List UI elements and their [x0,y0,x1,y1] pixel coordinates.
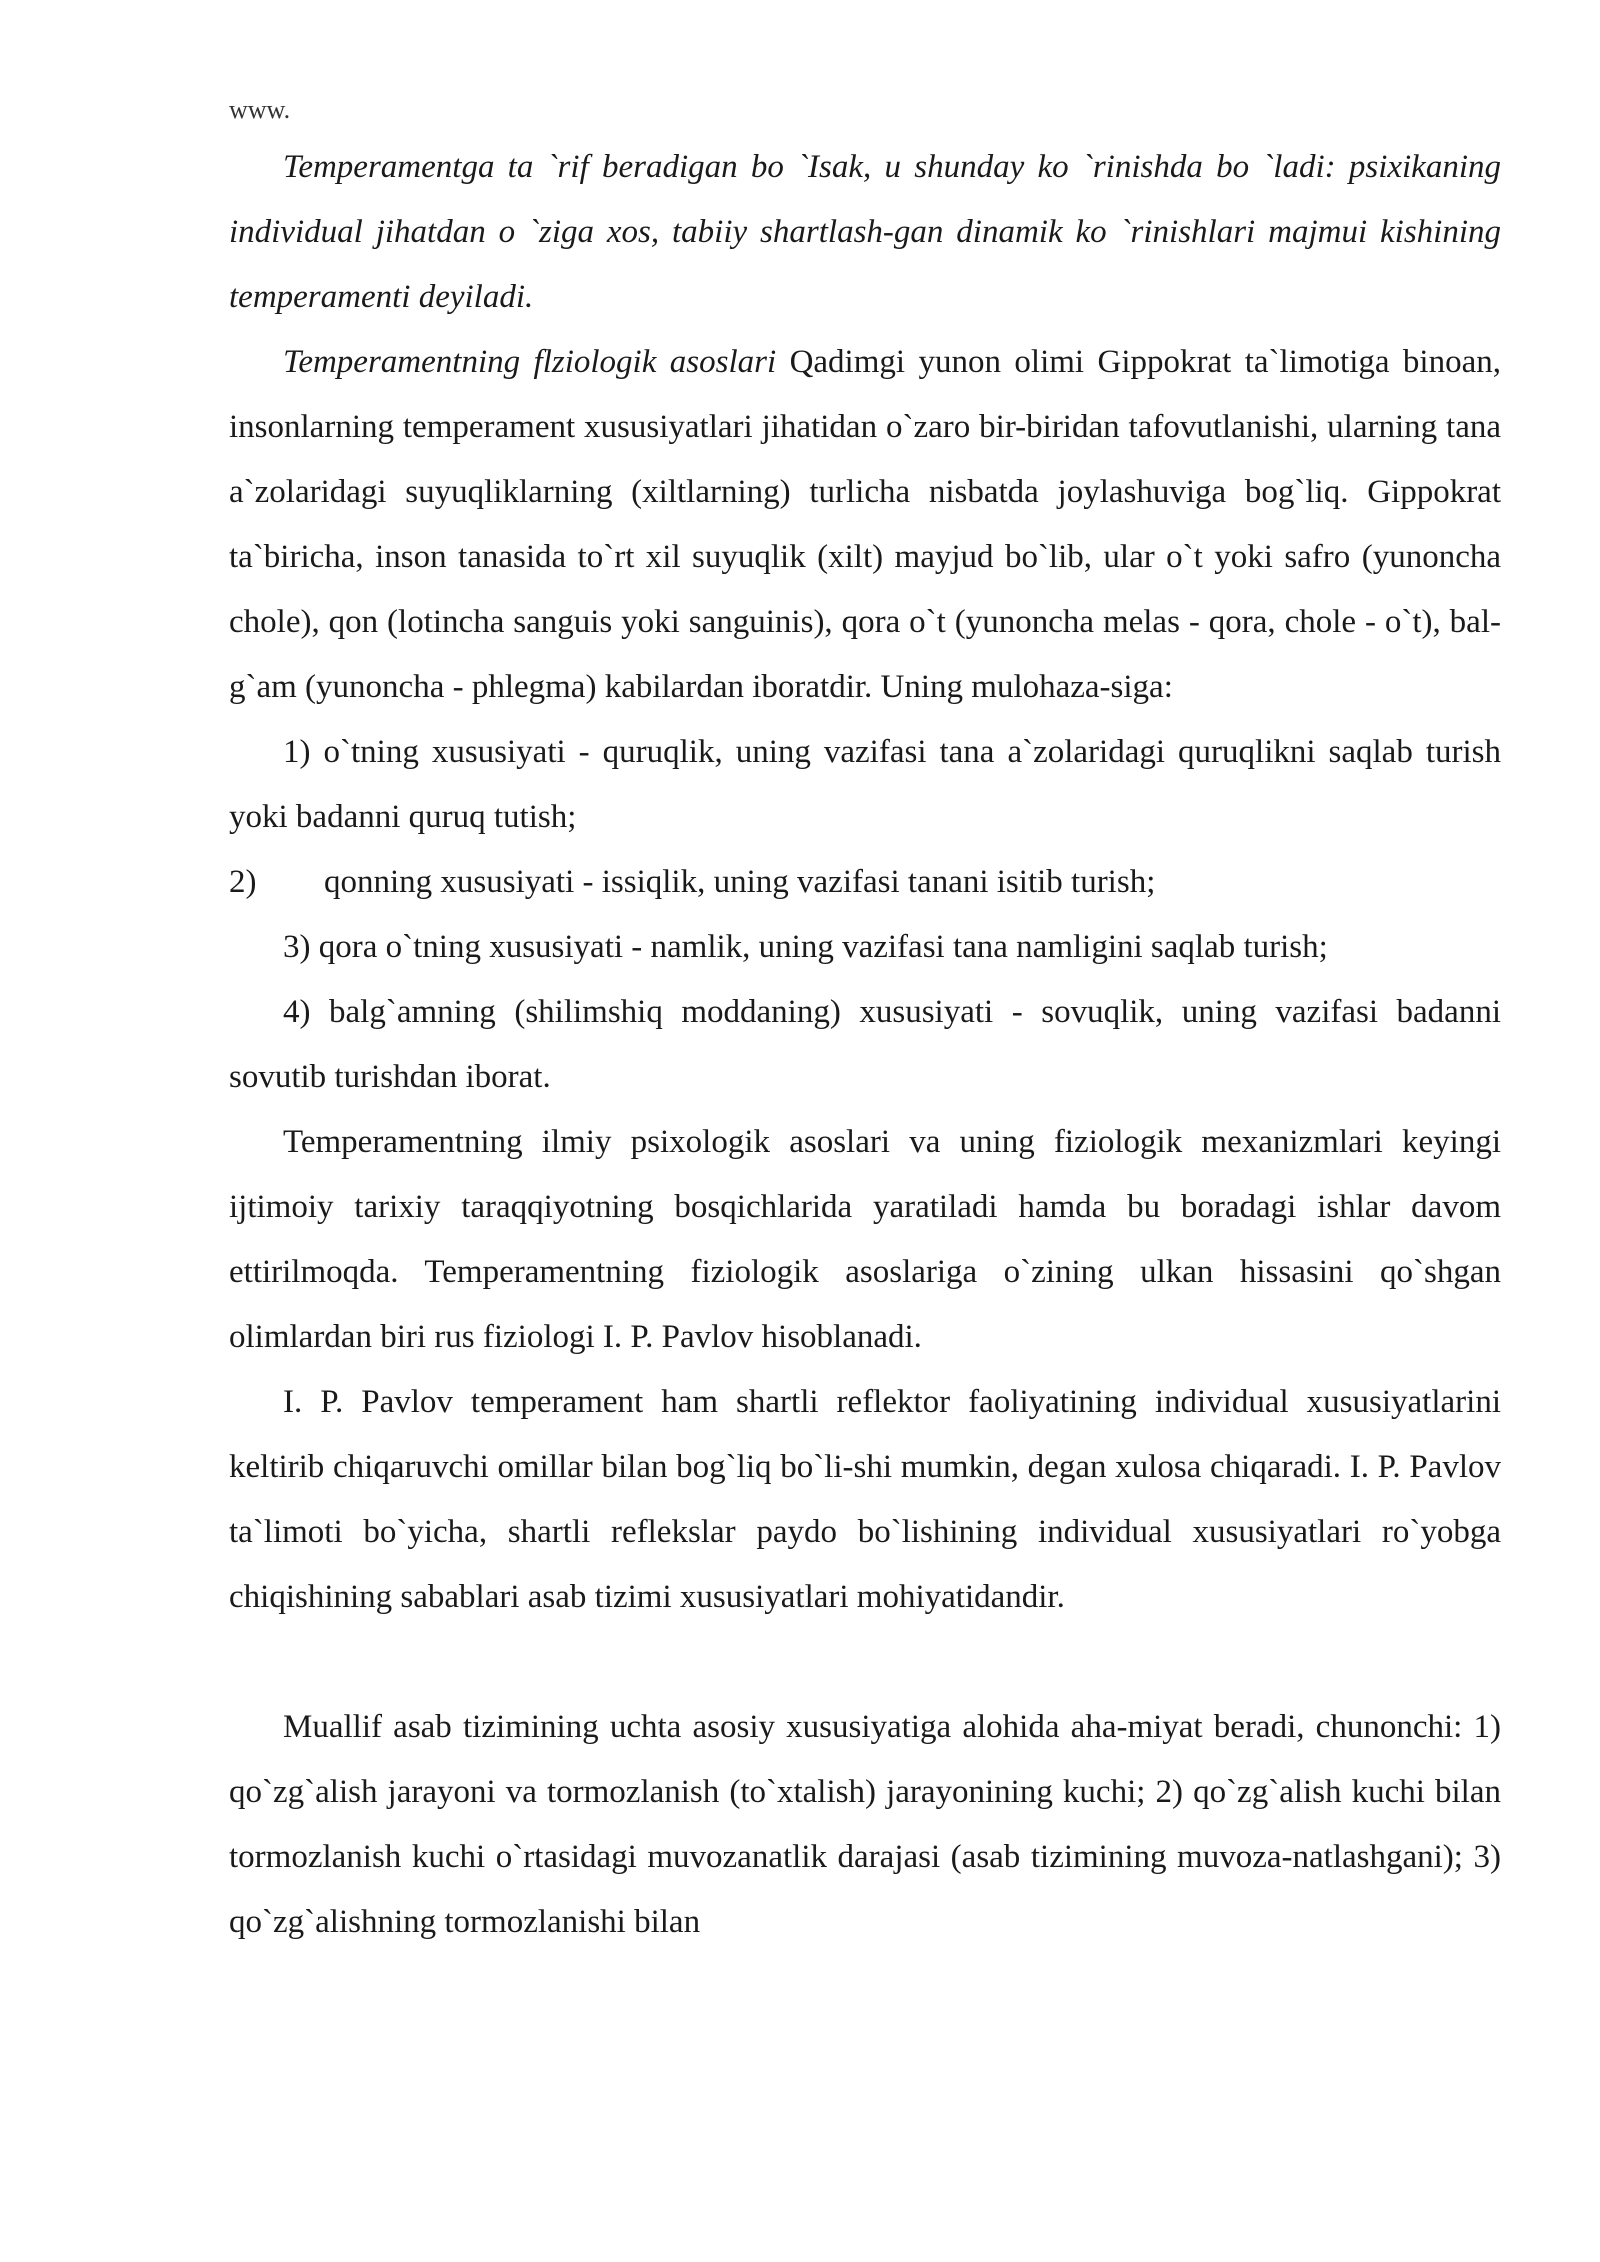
section-text: Qadimgi yunon olimi Gippokrat ta`limotiga binoan, insonlarning temperament xususiyatlari jihatidan o`zaro bir-biridan tafovutlanishi, ularning tana a`zolaridagi suyuqliklarning (xiltlarning) turlicha nisbatda joylashuviga bog`liq. Gippokrat ta`biricha, inson tanasida to`rt xil suyuqlik (xilt) mayjud bo`lib, ular o`t yoki safro (yunoncha chole), qon (lotincha sanguis yoki sanguinis), qora o`t (yunoncha melas - qora, chole - o`t), bal-g`am (yunoncha - phlegma) kabilardan iboratdir. Uning mulohaza-siga: [229,344,1501,705]
list-item-3: 3) qora o`tning xususiyati - namlik, uning vazifasi tana namligini saqlab turish; [283,929,1328,965]
document-page [229,90,1501,1955]
paragraph-gap [229,1630,1501,1695]
list-item-2-text: qonning xususiyati - issiqlik, uning vazifasi tanani isitib turish; [324,864,1156,900]
list-item-1: 1) o`tning xususiyati - quruqlik, uning vazifasi tana a`zolaridagi quruqlikni saqlab turish yoki badanni quruq tutish; [229,734,1501,835]
physiology-paragraph [229,330,1501,720]
list-item-2 [229,850,1501,915]
page-header: www. [229,95,291,124]
section-lead: Temperamentning flziologik asoslari [283,344,777,380]
nervous-system-paragraph: Muallif asab tizimining uchta asosiy xususiyatiga alohida aha-miyat beradi, chunonchi: 1) qo`zg`alish jarayoni va tormozlanish (to`xtalish) jarayonining kuchi; 2) qo`zg`alish kuchi bilan tormozlanish kuchi o`rtasidagi muvozanatlik darajasi (asab tizimining muvoza-natlashgani); 3) qo`zg`alishning tormozlanishi bilan [229,1709,1501,1940]
list-item-4: 4) balg`amning (shilimshiq moddaning) xususiyati - sovuqlik, uning vazifasi badanni sovutib turishdan iborat. [229,994,1501,1095]
scientific-basis-paragraph: Temperamentning ilmiy psixologik asoslari va uning fiziologik mexanizmlari keyingi ijtimoiy tarixiy taraqqiyotning bosqichlarida yaratiladi hamda bu boradagi ishlar davom ettirilmoqda. Temperamentning fiziologik asoslariga o`zining ulkan hissasini qo`shgan olimlardan biri rus fiziologi I. P. Pavlov hisoblanadi. [229,1124,1501,1355]
pavlov-paragraph: I. P. Pavlov temperament ham shartli reflektor faoliyatining individual xususiyatlarini keltirib chiqaruvchi omillar bilan bog`liq bo`li-shi mumkin, degan xulosa chiqaradi. I. P. Pavlov ta`limoti bo`yicha, shartli reflekslar paydo bo`lishining individual xususiyatlari ro`yobga chiqishining sabablari asab tizimi xususiyatlari mohiyatidandir. [229,1384,1501,1615]
list-item-2-number: 2) [229,864,257,900]
definition-paragraph: Temperamentga ta `rif beradigan bo `Isak, u shunday ko `rinishda bo `ladi: psixikaning individual jihatdan o `ziga xos, tabiiy shartlash-gan dinamik ko `rinishlari majmui kishining temperamenti deyiladi. [229,149,1501,315]
